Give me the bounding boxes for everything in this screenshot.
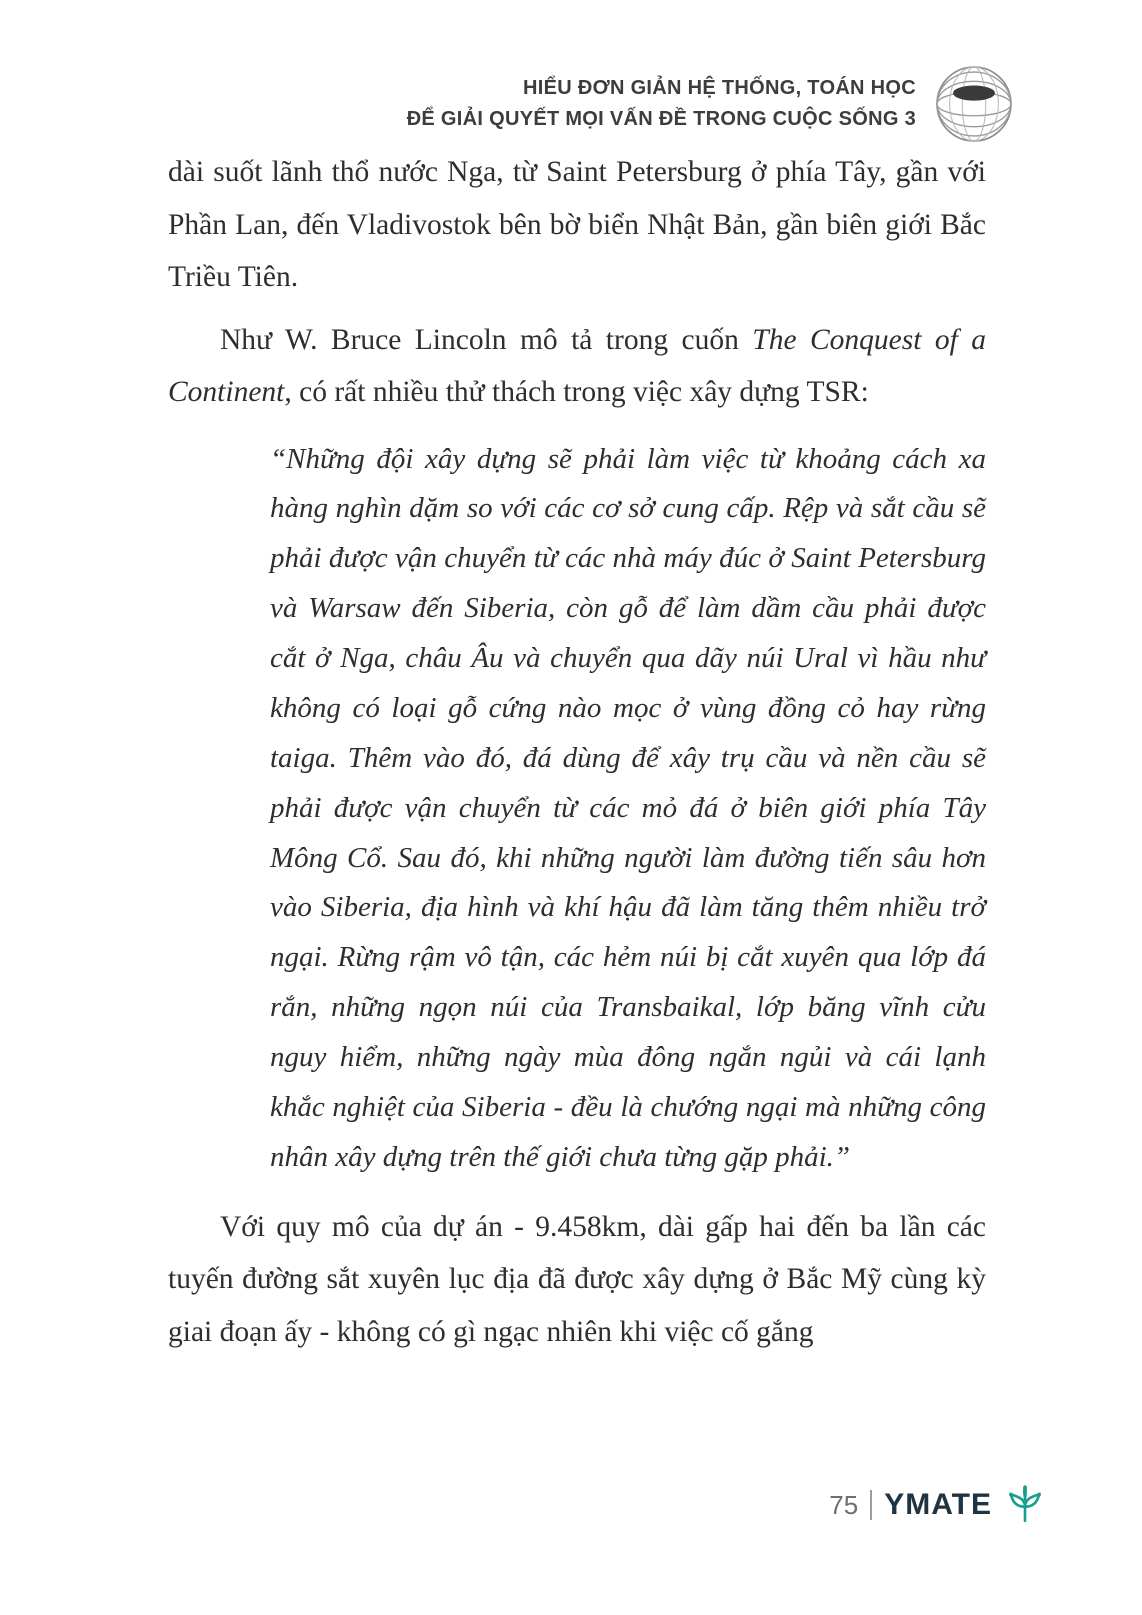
- block-quote: “Những đội xây dựng sẽ phải làm việc từ khoảng cách xa hàng nghìn dặm so với các cơ sở cung cấp. Rệp và sắt cầu sẽ phải được vận chuyển từ các nhà máy đúc ở Saint Petersburg và Warsaw đến Siberia, còn gỗ để làm dầm cầu phải được cắt ở Nga, châu Âu và chuyển qua dãy núi Ural vì hầu như không có loại gỗ cứng nào mọc ở vùng đồng cỏ hay rừng taiga. Thêm vào đó, đá dùng để xây trụ cầu và nền cầu sẽ phải được vận chuyển từ các mỏ đá ở biên giới phía Tây Mông Cổ. Sau đó, khi những người làm đường tiến sâu hơn vào Siberia, địa hình và khí hậu đã làm tăng thêm nhiều trở ngại. Rừng rậm vô tận, các hẻm núi bị cắt xuyên qua lớp đá rắn, những ngọn núi của Transbaikal, lớp băng vĩnh cửu nguy hiểm, những ngày mùa đông ngắn ngủi và cái lạnh khắc nghiệt của Siberia - đều là chướng ngại mà những công nhân xây dựng trên thế giới chưa từng gặp phải.”: [270, 442, 986, 1173]
- globe-logo-icon: [932, 62, 1016, 146]
- book-title-italic: The Conquest of a Continent: [168, 323, 986, 408]
- page-number: 75: [829, 1489, 859, 1520]
- brand-logo-icon: [1004, 1484, 1046, 1526]
- page-header: [407, 62, 1016, 146]
- header-title: [407, 73, 916, 135]
- paragraph-scale: Với quy mô của dự án - 9.458km, dài gấp hai đến ba lần các tuyến đường sắt xuyên lục địa đã được xây dựng ở Bắc Mỹ cùng kỳ giai đoạn ấy - không có gì ngạc nhiên khi việc cố gắng: [168, 1210, 986, 1348]
- paragraph-intro: dài suốt lãnh thổ nước Nga, từ Saint Petersburg ở phía Tây, gần với Phần Lan, đến Vladivostok bên bờ biển Nhật Bản, gần biên giới Bắc Triều Tiên.: [168, 156, 986, 293]
- page-content: [168, 146, 986, 1368]
- brand-name: YMATE: [884, 1488, 992, 1521]
- paragraph-lincoln-pre: Như W. Bruce Lincoln mô tả trong cuốn: [220, 323, 753, 356]
- footer-divider: [870, 1490, 872, 1520]
- header-line2: ĐỂ GIẢI QUYẾT MỌI VẤN ĐỀ TRONG CUỘC SỐNG 3: [406, 108, 916, 130]
- paragraph-lincoln: [168, 314, 986, 419]
- header-line1: HIỂU ĐƠN GIẢN HỆ THỐNG, TOÁN HỌC: [523, 77, 916, 99]
- paragraph-lincoln-post: , có rất nhiều thử thách trong việc xây dựng TSR:: [284, 376, 869, 408]
- page-footer: [829, 1484, 1046, 1526]
